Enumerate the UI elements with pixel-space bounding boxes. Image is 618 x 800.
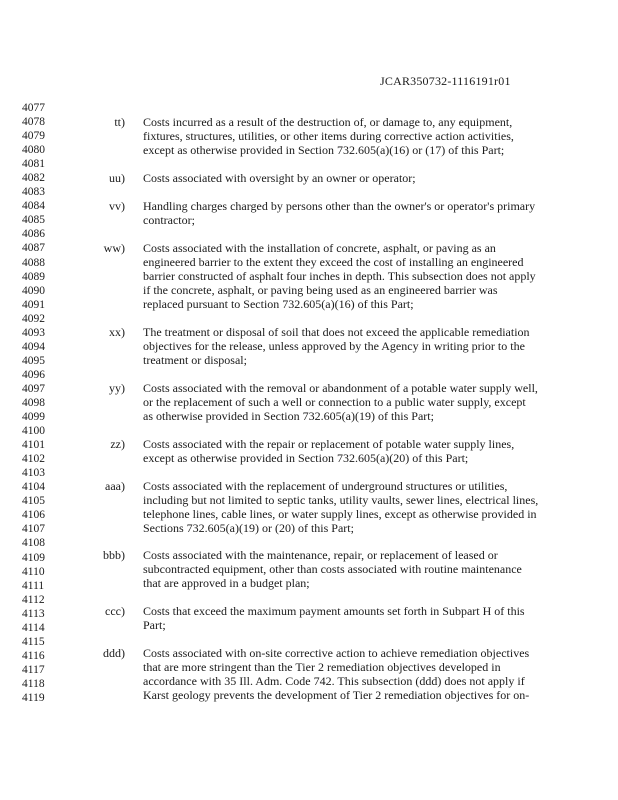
item-label: zz) xyxy=(110,437,125,451)
text-line: replaced pursuant to Section 732.605(a)(16) of this Part; xyxy=(143,297,414,312)
text-line: Costs associated with the installation of concrete, asphalt, or paving as an xyxy=(143,241,496,255)
item-text xyxy=(143,646,548,702)
text-line: The treatment or disposal of soil that does not exceed the applicable remediation xyxy=(143,325,530,339)
line-number: 4119 xyxy=(22,691,45,704)
text-line: Costs associated with the maintenance, repair, or replacement of leased or xyxy=(143,548,498,562)
line-number: 4111 xyxy=(22,579,45,592)
line-number: 4079 xyxy=(22,130,45,143)
line-number: 4097 xyxy=(22,382,45,395)
line-number: 4078 xyxy=(22,116,45,129)
line-number: 4082 xyxy=(22,172,45,185)
text-line: subcontracted equipment, other than costs associated with routine maintenance xyxy=(143,562,522,577)
text-line: Sections 732.605(a)(19) or (20) of this Part; xyxy=(143,521,354,536)
text-line: Costs associated with oversight by an owner or operator; xyxy=(143,171,416,185)
line-number: 4090 xyxy=(22,284,45,297)
text-line: contractor; xyxy=(143,213,195,228)
text-line: treatment or disposal; xyxy=(143,353,247,368)
line-number: 4109 xyxy=(22,551,45,564)
line-number: 4094 xyxy=(22,340,45,353)
line-number: 4099 xyxy=(22,411,45,424)
item-text xyxy=(143,437,548,465)
line-number-column xyxy=(22,101,62,705)
item-label: bbb) xyxy=(103,548,125,562)
line-number: 4105 xyxy=(22,495,45,508)
line-number: 4114 xyxy=(22,621,45,634)
line-number: 4081 xyxy=(22,158,45,171)
text-line: Costs that exceed the maximum payment amounts set forth in Subpart H of this xyxy=(143,604,525,618)
text-line: engineered barrier to the extent they exceed the cost of installing an engineered xyxy=(143,255,524,270)
item-label: ww) xyxy=(103,241,125,255)
line-number: 4110 xyxy=(22,565,45,578)
text-line: that are more stringent than the Tier 2 remediation objectives developed in xyxy=(143,660,501,675)
line-number: 4108 xyxy=(22,537,45,550)
item-text xyxy=(143,171,548,185)
line-number: 4107 xyxy=(22,523,45,536)
item-text xyxy=(143,199,548,227)
line-number: 4118 xyxy=(22,677,45,690)
line-number: 4091 xyxy=(22,298,45,311)
line-number: 4089 xyxy=(22,270,45,283)
item-label: aaa) xyxy=(105,479,125,493)
text-line: as otherwise provided in Section 732.605(a)(19) of this Part; xyxy=(143,409,434,424)
text-line: Costs associated with the removal or abandonment of a potable water supply well, xyxy=(143,381,538,395)
line-number: 4101 xyxy=(22,439,45,452)
item-text xyxy=(143,241,548,311)
text-line: Costs incurred as a result of the destruction of, or damage to, any equipment, xyxy=(143,115,513,129)
line-number: 4096 xyxy=(22,368,45,381)
text-line: Part; xyxy=(143,618,166,633)
item-text xyxy=(143,381,548,423)
line-number: 4095 xyxy=(22,354,45,367)
item-label: tt) xyxy=(114,115,125,129)
document-id-header: JCAR350732-1116191r01 xyxy=(380,74,511,88)
line-number: 4112 xyxy=(22,593,45,606)
text-line: barrier constructed of asphalt four inches in depth. This subsection does not apply xyxy=(143,269,536,284)
text-line: including but not limited to septic tanks, utility vaults, sewer lines, electrical lines, xyxy=(143,493,539,508)
text-line: or the replacement of such a well or connection to a public water supply, except xyxy=(143,395,526,410)
line-number: 4113 xyxy=(22,607,45,620)
line-number: 4084 xyxy=(22,200,45,213)
line-number: 4092 xyxy=(22,312,45,325)
text-line: if the concrete, asphalt, or paving being used as an engineered barrier was xyxy=(143,283,498,298)
line-number: 4103 xyxy=(22,467,45,480)
text-line: except as otherwise provided in Section 732.605(a)(16) or (17) of this Part; xyxy=(143,143,505,158)
line-number: 4100 xyxy=(22,425,45,438)
text-line: Costs associated with the repair or replacement of potable water supply lines, xyxy=(143,437,515,451)
item-label: ccc) xyxy=(105,604,125,618)
line-number: 4093 xyxy=(22,326,45,339)
item-label: ddd) xyxy=(103,646,125,660)
line-number: 4083 xyxy=(22,186,45,199)
line-number: 4102 xyxy=(22,453,45,466)
line-number: 4080 xyxy=(22,144,45,157)
text-line: accordance with 35 Ill. Adm. Code 742. This subsection (ddd) does not apply if xyxy=(143,674,525,689)
text-line: fixtures, structures, utilities, or other items during corrective action activities, xyxy=(143,129,514,144)
text-line: objectives for the release, unless approved by the Agency in writing prior to the xyxy=(143,339,525,354)
line-number: 4116 xyxy=(22,649,45,662)
item-label: yy) xyxy=(109,381,125,395)
line-number: 4086 xyxy=(22,228,45,241)
line-number: 4115 xyxy=(22,635,45,648)
line-number: 4085 xyxy=(22,214,45,227)
line-number: 4104 xyxy=(22,481,45,494)
item-text xyxy=(143,604,548,632)
line-number: 4098 xyxy=(22,396,45,409)
text-line: Handling charges charged by persons other than the owner's or operator's primary xyxy=(143,199,536,213)
line-number: 4087 xyxy=(22,242,45,255)
line-number: 4088 xyxy=(22,256,45,269)
item-text xyxy=(143,325,548,367)
line-number: 4117 xyxy=(22,663,45,676)
item-text xyxy=(143,548,548,590)
item-label: xx) xyxy=(109,325,125,339)
text-line: Karst geology prevents the development of Tier 2 remediation objectives for on- xyxy=(143,688,530,703)
line-number: 4077 xyxy=(22,102,45,114)
text-line: Costs associated with on-site corrective action to achieve remediation objectives xyxy=(143,646,530,660)
item-text xyxy=(143,479,548,535)
text-line: except as otherwise provided in Section 732.605(a)(20) of this Part; xyxy=(143,451,469,466)
item-label: uu) xyxy=(109,171,125,185)
item-label: vv) xyxy=(109,199,125,213)
item-text xyxy=(143,115,548,157)
text-line: that are approved in a budget plan; xyxy=(143,576,310,591)
text-line: Costs associated with the replacement of underground structures or utilities, xyxy=(143,479,508,493)
text-line: telephone lines, cable lines, or water supply lines, except as otherwise provided in xyxy=(143,507,537,522)
line-number: 4106 xyxy=(22,509,45,522)
